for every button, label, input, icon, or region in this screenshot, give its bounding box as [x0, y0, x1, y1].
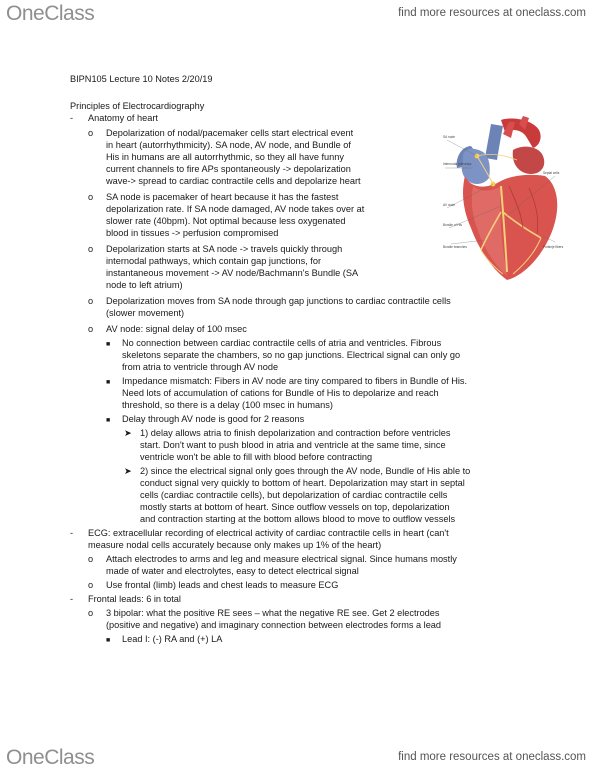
circle-bullet: o — [88, 554, 94, 564]
paragraph-line: Depolarization moves from SA node through gap junctions to cardiac contractile cells — [106, 296, 451, 306]
label-internodal-pathways: Internodal pathways — [443, 162, 472, 166]
oneclass-logo[interactable]: OneClass — [6, 746, 95, 769]
paragraph-line: node to left atrium) — [106, 280, 183, 290]
circle-bullet: o — [88, 296, 94, 306]
paragraph-line: Lead I: (-) RA and (+) LA — [122, 634, 223, 644]
paragraph-line: No connection between cardiac contractile cells of atria and ventricles. Fibrous — [122, 338, 442, 348]
paragraph-line: blood in tissues -> perfusion compromised — [106, 228, 279, 238]
label-bundle-of-his: Bundle of His — [443, 223, 462, 227]
paragraph-line: mostly starts at bottom of heart. Since outflow vessels on top, depolarization — [140, 502, 450, 512]
paragraph-line: Delay through AV node is good for 2 reasons — [122, 414, 305, 424]
circle-bullet: o — [88, 244, 94, 254]
paragraph-line: made of water and electrolytes, easy to detect electrical signal — [106, 566, 359, 576]
paragraph-line: SA node is pacemaker of heart because it has the fastest — [106, 192, 339, 202]
paragraph-line: instantaneous movement -> AV node/Bachmann's Bundle (SA — [106, 268, 359, 278]
paragraph-line: depolarization rate. If SA node damaged, AV node takes over at — [106, 204, 365, 214]
header-tagline[interactable]: find more resources at oneclass.com — [398, 7, 586, 19]
paragraph-line: (slower movement) — [106, 308, 185, 318]
label-septal-cells: Septal cells — [543, 171, 560, 175]
paragraph-line: Attach electrodes to arms and leg and measure electrical signal. Since humans mostly — [106, 554, 457, 564]
paragraph-line: Depolarization of nodal/pacemaker cells start electrical event — [106, 128, 354, 138]
label-bundle-branches: Bundle branches — [443, 245, 467, 249]
square-bullet: ■ — [106, 379, 111, 386]
paragraph-line: current channels to fire APs spontaneously -> depolarization — [106, 164, 351, 174]
arrow-bullet: ➤ — [124, 466, 132, 476]
paragraph-line: start. Don't want to push blood in atria and ventricle at the same time, since — [140, 440, 446, 450]
heading-anatomy: Anatomy of heart — [88, 113, 158, 123]
paragraph-line: slower rate (40bpm). Not optimal because less oxygenated — [106, 216, 346, 226]
circle-bullet: o — [88, 128, 94, 138]
square-bullet: ■ — [106, 417, 111, 424]
dash-bullet: - — [70, 528, 74, 538]
paragraph-line: in heart (autorrhythmicity). SA node, AV node, and Bundle of — [106, 140, 351, 150]
paragraph-line: AV node: signal delay of 100 msec — [106, 324, 247, 334]
paragraph-line: 2) since the electrical signal only goes through the AV node, Bundle of His able to — [140, 466, 471, 476]
page-header — [0, 0, 595, 26]
circle-bullet: o — [88, 192, 94, 202]
oneclass-logo[interactable]: OneClass — [6, 2, 95, 25]
square-bullet: ■ — [106, 341, 111, 348]
paragraph-line: and contraction starting at the bottom allows blood to move to outflow vessels — [140, 514, 456, 524]
paragraph-line: wave-> spread to cardiac contractile cells and depolarize heart — [106, 176, 361, 186]
paragraph-line: from atria to ventricle through AV node — [122, 362, 279, 372]
paragraph-line: 3 bipolar: what the positive RE sees – what the negative RE see. Get 2 electrodes — [106, 608, 440, 618]
arrow-bullet: ➤ — [124, 428, 132, 438]
label-purkinje-fibers: Purkinje fibers — [543, 245, 564, 249]
paragraph-line: 1) delay allows atria to finish depolarization and contraction before ventricles — [140, 428, 451, 438]
section-heading: Principles of Electrocardiography — [70, 101, 205, 111]
doc-title: BIPN105 Lecture 10 Notes 2/20/19 — [70, 74, 213, 84]
paragraph-line: Frontal leads: 6 in total — [88, 594, 181, 604]
paragraph-line: cells (cardiac contractile cells), but depolarization of cardiac contractile cells — [140, 490, 448, 500]
paragraph-line: His in humans are all autorrhythmic, so they all have funny — [106, 152, 344, 162]
label-sa-node: SA node — [443, 135, 456, 139]
heart-conduction-figure — [443, 116, 565, 284]
dash-bullet: - — [70, 594, 74, 604]
circle-bullet: o — [88, 324, 94, 334]
label-av-node: AV node — [443, 203, 455, 207]
paragraph-line: threshold, so there is a delay (100 msec in humans) — [122, 400, 333, 410]
paragraph-line: Need lots of accumulation of cations for Bundle of His to depolarize and reach — [122, 388, 439, 398]
footer-tagline[interactable]: find more resources at oneclass.com — [398, 751, 586, 763]
paragraph-line: Depolarization starts at SA node -> travels quickly through — [106, 244, 343, 254]
paragraph-line: conduct signal very quickly to bottom of heart. Depolarization may start in septal — [140, 478, 465, 488]
page-footer — [0, 744, 595, 770]
paragraph-line: ECG: extracellular recording of electrical activity of cardiac contractile cells in heart (can't — [88, 528, 449, 538]
paragraph-line: Use frontal (limb) leads and chest leads to measure ECG — [106, 580, 339, 590]
square-bullet: ■ — [106, 637, 111, 644]
circle-bullet: o — [88, 608, 94, 618]
paragraph-line: internodal pathways, which contain gap junctions, for — [106, 256, 322, 266]
paragraph-line: Impedance mismatch: Fibers in AV node are tiny compared to fibers in Bundle of His. — [122, 376, 468, 386]
paragraph-line: (positive and negative) and imaginary connection between electrodes forms a lead — [106, 620, 442, 630]
paragraph-line: measure nodal cells accurately because only makes up 1% of the heart) — [88, 540, 382, 550]
circle-bullet: o — [88, 580, 94, 590]
paragraph-line: ventricle won't be able to fill with blood before contracting — [140, 452, 373, 462]
paragraph-line: skeletons separate the chambers, so no gap junctions. Electrical signal can only go — [122, 350, 461, 360]
dash-bullet: - — [70, 113, 74, 123]
